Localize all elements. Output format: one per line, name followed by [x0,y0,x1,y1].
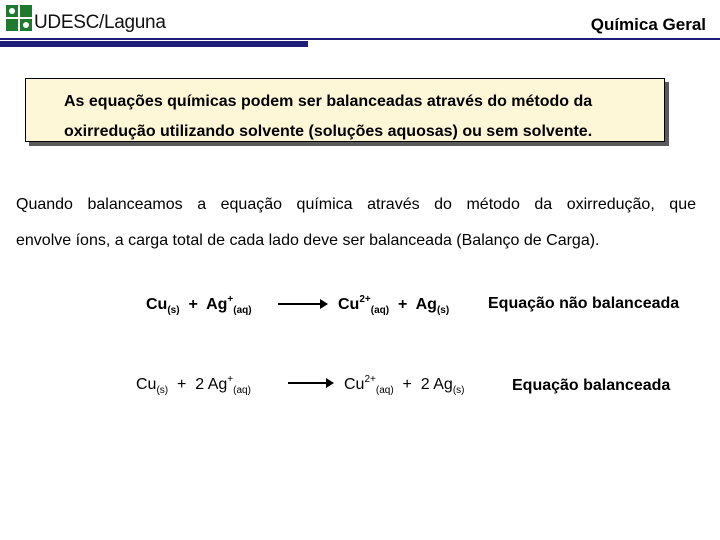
eq1-reactant2-charge: + [227,294,234,305]
highlight-line-2: oxirredução utilizando solvente (soluções aquosas) ou sem solvente. [64,123,593,140]
eq2-coef2: 2 [195,376,205,393]
eq2-coef4: 2 [420,376,430,393]
eq2-reactant2: Ag [207,376,228,393]
eq1-product1-charge: 2+ [359,294,371,305]
eq2-label: Equação balanceada [512,377,671,394]
eq2-product2-state: (s) [452,385,465,396]
highlight-line-1: As equações químicas podem ser balanceadas através do método da [64,93,593,110]
paragraph-line-2: envolve íons, a carga total de cada lado deve ser balanceada (Balanço de Carga). [16,232,600,249]
eq2-product1-state: (aq) [375,385,394,396]
header-rule-thick [0,41,308,47]
eq2-plus1: + [177,376,187,393]
eq1-reactant2: Ag [206,296,228,313]
eq1-label: Equação não balanceada [488,295,680,312]
eq1-arrow [278,303,326,305]
eq2-reactant2-state: (aq) [233,385,251,396]
eq2-reactant1-state: (s) [156,385,169,396]
eq1-reactant2-state: (aq) [233,305,252,316]
header-rule-thin [0,38,720,40]
eq2-products [344,374,465,396]
eq1-products [338,294,449,316]
eq2-product2: Ag [433,376,453,393]
udesc-logo-icon [5,4,33,32]
eq1-product2-state: (s) [436,305,450,316]
logo-text: UDESC/Laguna [34,12,166,33]
eq2-product1: Cu [344,376,365,393]
eq1-product1-state: (aq) [370,305,390,316]
eq2-product1-charge: 2+ [364,374,376,385]
eq1-reactants [146,294,252,316]
paragraph-line-1: Quando balanceamos a equação química através do método da oxirredução, que [16,196,696,213]
eq1-product2: Ag [415,296,437,313]
eq2-reactant2-charge: + [227,374,234,385]
eq1-plus2: + [397,296,408,313]
highlight-box [25,78,665,142]
eq2-reactant1: Cu [136,376,157,393]
eq1-reactant1: Cu [146,296,168,313]
body-paragraph [16,187,696,259]
eq1-reactant1-state: (s) [167,305,180,316]
eq1-product1: Cu [338,296,360,313]
eq2-plus2: + [402,376,412,393]
eq2-reactants [136,374,251,396]
eq1-plus1: + [188,296,198,313]
course-title: Química Geral [590,15,706,34]
eq2-arrow [288,382,332,384]
